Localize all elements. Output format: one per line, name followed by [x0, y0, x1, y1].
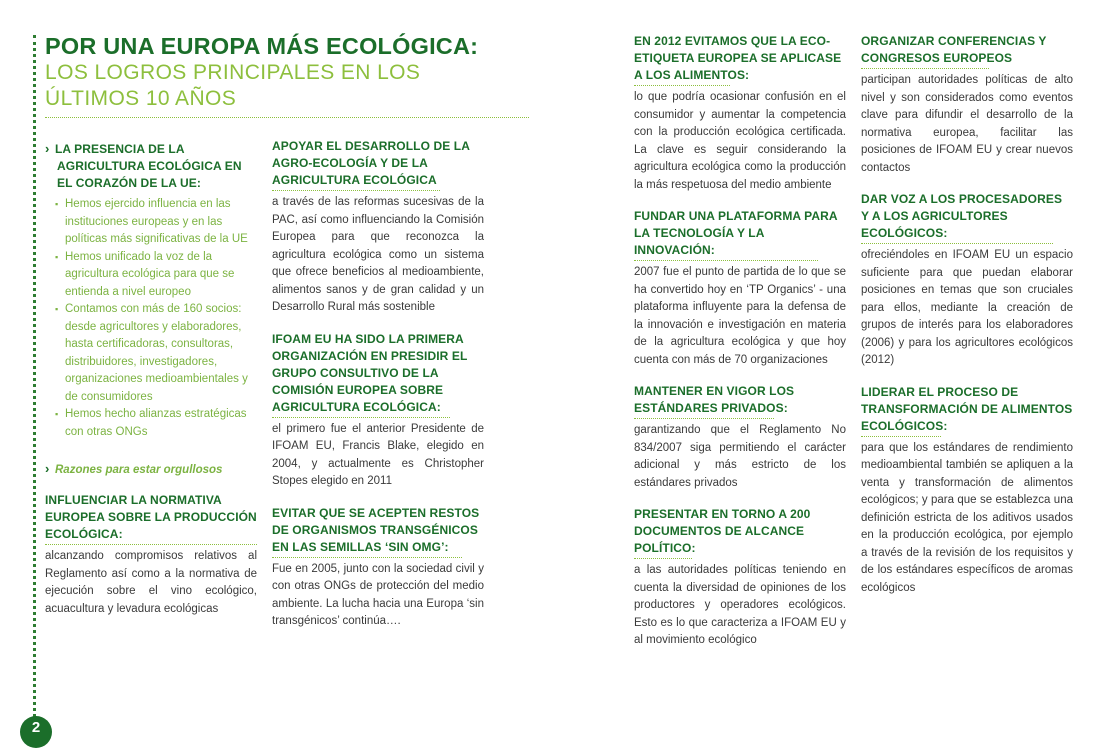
section-heading: LIDERAR EL PROCESO DE TRANSFORMACIÓN DE ALIMENTOS ECOLÓGICOS:	[861, 384, 1073, 433]
section-heading: EN 2012 EVITAMOS QUE LA ECO-ETIQUETA EUROPEA SE APLICASE A LOS ALIMENTOS:	[634, 34, 842, 82]
title-line-1: POR UNA EUROPA MÁS ECOLÓGICA:	[45, 33, 479, 59]
list-item: ▪ Hemos hecho alianzas estratégicas con otras ONGs	[55, 406, 257, 441]
intro-heading: › LA PRESENCIA DE LA AGRICULTURA ECOLÓGICA EN EL CORAZÓN DE LA UE:	[45, 141, 242, 190]
column-1	[45, 140, 257, 632]
section-body: a través de las reformas sucesivas de la PAC, así como influenciando la Comisión Europea para que reconozca la agricultura ecológica como un sistema que ofrece beneficios al medioambiente, alimentos sanos y de gran calidad y un Desarrollo Rural más sostenible	[272, 196, 484, 313]
section-documentos	[634, 506, 846, 650]
section-heading: PRESENTAR EN TORNO A 200 DOCUMENTOS DE ALCANCE POLÍTICO:	[634, 507, 811, 555]
section-heading: EVITAR QUE SE ACEPTEN RESTOS DE ORGANISMOS TRANSGÉNICOS EN LAS SEMILLAS ‘SIN OMG’:	[272, 505, 480, 554]
section-conferencias	[861, 33, 1073, 177]
section-procesadores	[861, 191, 1073, 370]
section-heading: MANTENER EN VIGOR LOS ESTÁNDARES PRIVADOS:	[634, 384, 795, 415]
section-body: 2007 fue el punto de partida de lo que se ha convertido hoy en ‘TP Organics’ - una plataforma influyente para la defensa de la innovación e investigación en materia de la agricultura ecológica y que hoy cuenta con más de 70 organizaciones	[634, 266, 846, 366]
heading-divider	[861, 68, 989, 69]
section-body: Fue en 2005, junto con la sociedad civil y con otras ONGs de protección del medio ambiente. La lucha hacia una Europa ‘sin transgénicos’ continúa….	[272, 562, 484, 627]
section-heading: IFOAM EU HA SIDO LA PRIMERA ORGANIZACIÓN EN PRESIDIR EL GRUPO CONSULTIVO DE LA COMISIÓN EUROPEA SOBRE AGRICULTURA ECOLÓGICA:	[272, 331, 468, 414]
page-edge-dotted-line	[33, 35, 36, 723]
page-number: 2	[20, 716, 52, 748]
section-plataforma	[634, 208, 846, 369]
title-line-3: ÚLTIMOS 10 AÑOS	[45, 87, 237, 110]
heading-divider	[861, 436, 941, 437]
page-title	[45, 32, 530, 118]
section-transgenicos	[272, 505, 484, 631]
section-heading: DAR VOZ A LOS PROCESADORES Y A LOS AGRICULTORES ECOLÓGICOS:	[861, 192, 1063, 240]
column-3	[634, 33, 846, 664]
heading-divider	[272, 557, 462, 558]
section-heading: APOYAR EL DESARROLLO DE LA AGRO-ECOLOGÍA Y DE LA AGRICULTURA ECOLÓGICA	[272, 139, 470, 187]
section-body: alcanzando compromisos relativos al Reglamento así como a la normativa de ejecución sobre el vino ecológico, acuacultura y levadura ecológicas	[45, 550, 257, 615]
section-normativa	[45, 492, 257, 618]
section-transformacion	[861, 384, 1073, 598]
section-body: el primero fue el anterior Presidente de IFOAM EU, Francis Blake, elegido en 2004, y actualmente es Christopher Stopes elegido en 2011	[272, 422, 484, 487]
title-divider	[45, 117, 529, 118]
section-body: a las autoridades políticas teniendo en cuenta la diversidad de opiniones de los productores y operadores ecológicos. Esto es lo que caracteriza a IFOAM EU y al movimiento ecológico	[634, 564, 846, 646]
section-heading: INFLUENCIAR LA NORMATIVA EUROPEA SOBRE LA PRODUCCIÓN ECOLÓGICA:	[45, 493, 257, 541]
section-presidencia	[272, 331, 484, 491]
heading-divider	[634, 558, 692, 559]
section-body: para que los estándares de rendimiento medioambiental también se apliquen a la venta y transformación de alimentos ecológicos; y para que se establezca una definición estricta de los aditivos usados en la producción ecológica, por ejemplo a través de la revisión de los requisitos y de los estándares específicos de aromas ecológicos	[861, 441, 1073, 594]
heading-divider	[272, 417, 450, 418]
column-4	[861, 33, 1073, 611]
chevron-right-icon: ›	[45, 141, 50, 156]
heading-divider	[634, 85, 730, 86]
achievements-list	[45, 196, 257, 441]
section-body: garantizando que el Reglamento No 834/2007 siga permitiendo el carácter adicional y más estricto de los estándares privados	[634, 424, 846, 489]
heading-divider	[272, 190, 440, 191]
reasons-label: › Razones para estar orgullosos	[45, 461, 223, 476]
chevron-right-icon: ›	[45, 461, 50, 476]
heading-divider	[45, 544, 257, 545]
section-body: lo que podría ocasionar confusión en el consumidor y aumentar la competencia con la producción ecológica certificada. La clave es seguir considerando la agricultura ecológica como la producción la más respetuosa del medio ambiente	[634, 91, 846, 191]
section-eco-etiqueta	[634, 33, 846, 194]
list-item: ▪ Hemos unificado la voz de la agricultura ecológica para que se entienda a nivel europeo	[55, 249, 257, 302]
section-heading: FUNDAR UNA PLATAFORMA PARA LA TECNOLOGÍA Y LA INNOVACIÓN:	[634, 209, 838, 257]
section-heading: ORGANIZAR CONFERENCIAS Y CONGRESOS EUROPEOS	[861, 34, 1047, 65]
list-item: ▪ Contamos con más de 160 socios: desde agricultores y elaboradores, hasta certificadoras, consultoras, distribuidores, investigadores, organizaciones medioambientales y de consumidores	[55, 301, 257, 406]
title-line-2: LOS LOGROS PRINCIPALES EN LOS	[45, 61, 421, 84]
list-item: ▪ Hemos ejercido influencia en las instituciones europeas y en las políticas más significativas de la UE	[55, 196, 257, 249]
section-body: participan autoridades políticas de alto nivel y son considerados como eventos clave para difundir el desarrollo de la normativa europea, facilitar las posiciones de IFOAM EU y crear nuevos contactos	[861, 74, 1073, 174]
heading-divider	[634, 418, 774, 419]
heading-divider	[861, 243, 1053, 244]
column-2	[272, 138, 484, 645]
section-estandares	[634, 383, 846, 492]
heading-divider	[634, 260, 818, 261]
section-agroecologia	[272, 138, 484, 317]
section-body: ofreciéndoles en IFOAM EU un espacio suficiente para que puedan elaborar posiciones en temas que son cruciales para ellos, mediante la creación de grupos de interés para los elaboradores (2006) y para los agricultores ecológicos (2012)	[861, 249, 1073, 366]
